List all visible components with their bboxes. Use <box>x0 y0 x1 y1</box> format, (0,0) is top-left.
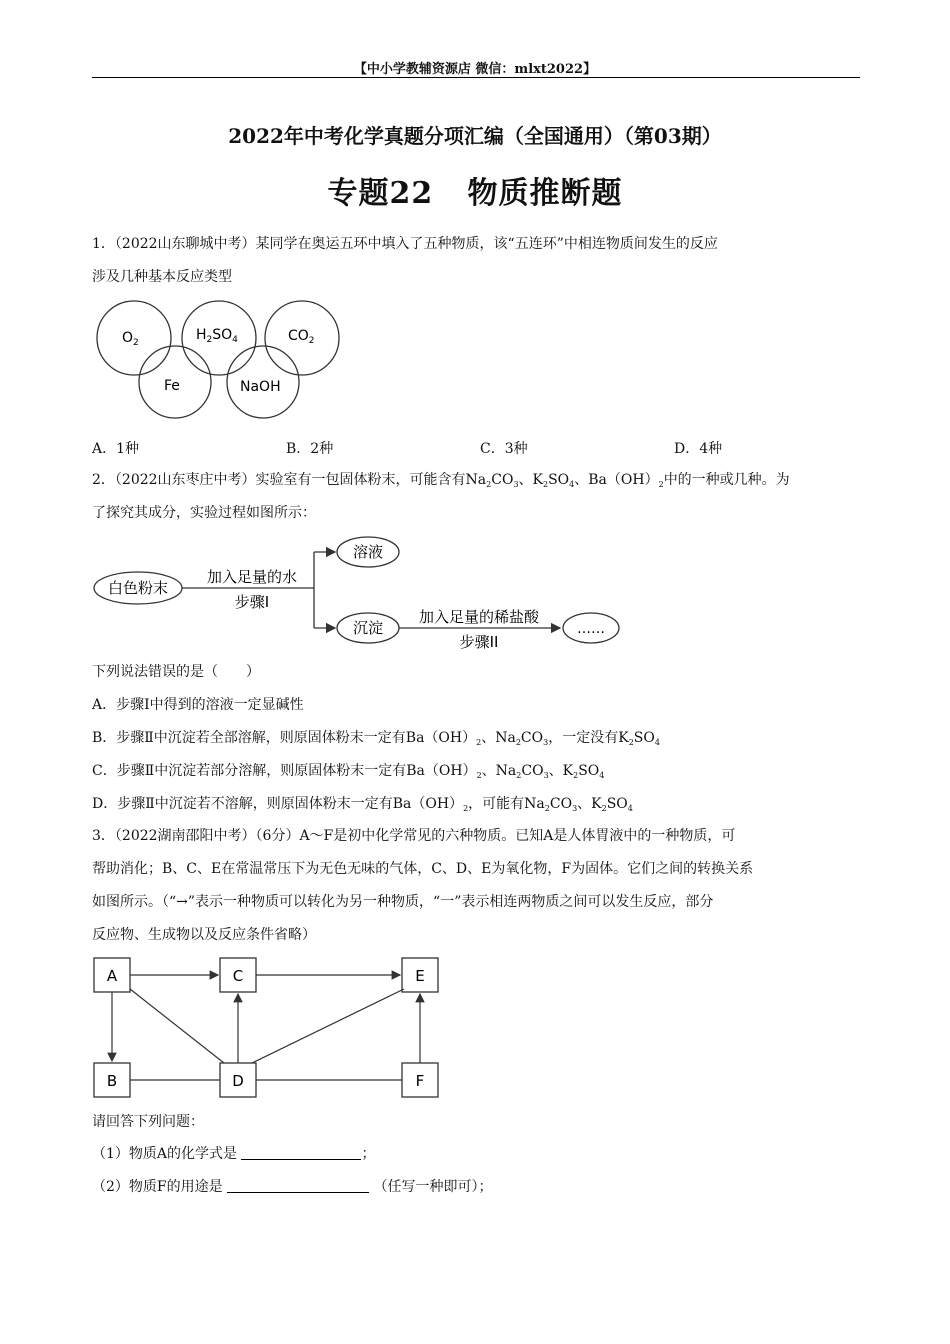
flow-solution-label: 溶液 <box>352 543 384 561</box>
ring-label-naoh: NaOH <box>240 379 281 395</box>
olympic-rings-diagram <box>92 300 352 420</box>
ring-label-o2: $O_2$ <box>122 330 139 348</box>
q3-stem-line1: 3．（2022湖南邵阳中考）（6分）A～F是初中化学常见的六种物质。已知A是人体胃液中的一种物质，可 <box>92 828 736 844</box>
q3-sub1: （1）物质A的化学式是 ； <box>92 1146 376 1162</box>
ring-label-h2so4: $H_2SO_4$ <box>196 327 238 345</box>
q1-option-b: B．2种 <box>286 441 334 457</box>
q1-stem-line2: 涉及几种基本反应类型 <box>92 269 232 285</box>
q3-stem-line4: 反应物、生成物以及反应条件省略） <box>92 927 316 943</box>
edge-a-d <box>130 989 224 1063</box>
q3-sub2: （2）物质F的用途是 （任写一种即可）； <box>92 1179 493 1195</box>
edge-d-e <box>252 989 404 1063</box>
q2-stem-line2: 了探究其成分，实验过程如图所示： <box>92 505 316 521</box>
flow-start-label: 白色粉末 <box>107 579 169 597</box>
q1-option-a: A．1种 <box>92 441 140 457</box>
q2-ask: 下列说法错误的是（ ） <box>92 664 260 680</box>
node-c-label: C <box>232 967 244 985</box>
flow-step2-label: 步骤II <box>459 633 499 651</box>
q2-option-b: B．步骤Ⅱ中沉淀若全部溶解，则原固体粉末一定有$Ba(OH)_2$、$Na_2CO_3$，一定没有$K_2SO_4$ <box>92 730 660 747</box>
page-header: 【中小学教辅资源店 微信：mlxt2022】 <box>353 62 597 77</box>
q3-ask: 请回答下列问题： <box>92 1114 204 1130</box>
document-title: 2022年中考化学真题分项汇编（全国通用）（第03期） <box>228 124 722 148</box>
q1-option-d: D．4种 <box>674 441 723 457</box>
node-e-label: E <box>415 967 425 985</box>
q2-stem-line1: 2．（2022山东枣庄中考）实验室有一包固体粉末，可能含有$Na_2CO_3$、$K_2SO_4$、$Ba(OH)_2$中的一种或几种。为 <box>92 472 790 489</box>
node-a-label: A <box>106 967 118 985</box>
topic-title: 专题22 物质推断题 <box>327 176 623 211</box>
flow-precipitate-label: 沉淀 <box>352 619 384 637</box>
node-f-label: F <box>415 1072 425 1090</box>
q3-stem-line3: 如图所示。（“→”表示一种物质可以转化为另一种物质，“一”表示相连两物质之间可以发生反应，部分 <box>92 894 714 910</box>
node-b-label: B <box>106 1072 118 1090</box>
flow-step1-label: 步骤Ⅰ <box>234 593 270 611</box>
q3-sub1-answer-blank[interactable] <box>241 1145 361 1160</box>
ring-label-fe: Fe <box>164 378 180 394</box>
q3-stem-line2: 帮助消化；B、C、E在常温常压下为无色无味的气体，C、D、E为氧化物，F为固体。它们之间的转换关系 <box>92 861 754 877</box>
node-d-label: D <box>232 1072 244 1090</box>
substance-relation-diagram <box>92 955 452 1103</box>
experiment-flow-diagram <box>92 532 632 657</box>
q2-option-a: A．步骤Ⅰ中得到的溶液一定显碱性 <box>92 697 304 713</box>
q2-option-d: D．步骤Ⅱ中沉淀若不溶解，则原固体粉末一定有$Ba(OH)_2$，可能有$Na_2CO_3$、$K_2SO_4$ <box>92 796 633 813</box>
q3-sub2-answer-blank[interactable] <box>227 1178 369 1193</box>
q1-option-c: C．3种 <box>480 441 528 457</box>
header-divider <box>92 77 860 78</box>
flow-step1-action: 加入足量的水 <box>206 568 298 586</box>
ring-label-co2: $CO_2$ <box>288 328 315 346</box>
q2-option-c: C．步骤Ⅱ中沉淀若部分溶解，则原固体粉末一定有$Ba(OH)_2$、$Na_2CO_3$、$K_2SO_4$ <box>92 763 605 780</box>
q1-stem-line1: 1．（2022山东聊城中考）某同学在奥运五环中填入了五种物质，该“五连环”中相连物质间发生的反应 <box>92 236 718 252</box>
flow-end-label: …… <box>577 621 605 637</box>
flow-step2-action: 加入足量的稀盐酸 <box>418 608 540 626</box>
